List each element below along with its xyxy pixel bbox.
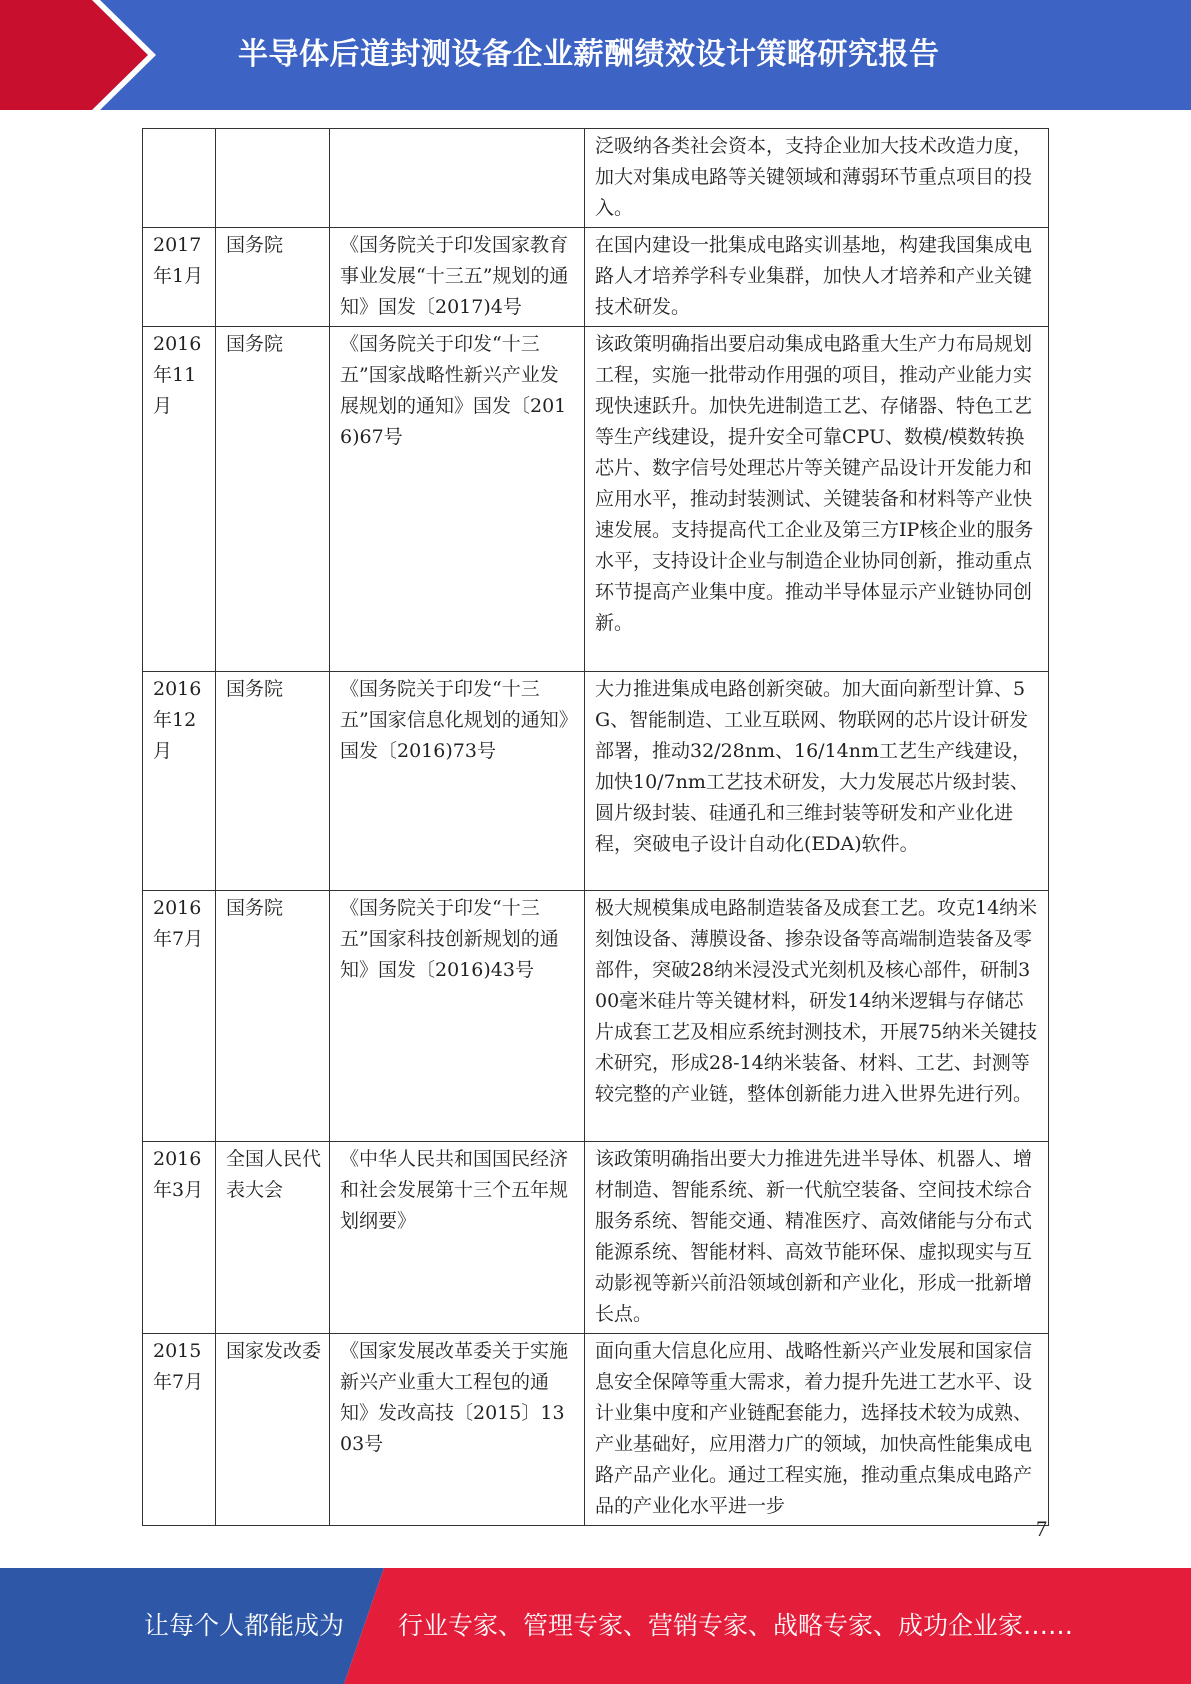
issuer-cell: 国务院 [216,672,330,891]
content-cell: 在国内建设一批集成电路实训基地，构建我国集成电路人才培养学科专业集群，加快人才培养和产业关键技术研发。 [585,228,1049,327]
content-cell: 极大规模集成电路制造装备及成套工艺。攻克14纳米刻蚀设备、薄膜设备、掺杂设备等高端制造装备及零部件，突破28纳米浸没式光刻机及核心部件，研制300毫米硅片等关键材料，研发14纳米逻辑与存储芯片成套工艺及相应系统封测技术，开展75纳米关键技术研究，形成28-14纳米装备、材料、工艺、封测等较完整的产业链，整体创新能力进入世界先进行列。 [585,891,1049,1142]
date-cell: 2015年7月 [143,1334,216,1526]
issuer-cell: 国务院 [216,327,330,672]
table-row [143,891,1049,1142]
content-cell: 该政策明确指出要启动集成电路重大生产力布局规划工程，实施一批带动作用强的项目，推动产业能力实现快速跃升。加快先进制造工艺、存储器、特色工艺等生产线建设，提升安全可靠CPU、数模/模数转换芯片、数字信号处理芯片等关键产品设计开发能力和应用水平，推动封装测试、关键装备和材料等产业快速发展。支持提高代工企业及第三方IP核企业的服务水平，支持设计企业与制造企业协同创新，推动重点环节提高产业集中度。推动半导体显示产业链协同创新。 [585,327,1049,672]
document-cell: 《国务院关于印发“十三五”国家战略性新兴产业发展规划的通知》国发〔2016)67号 [330,327,585,672]
table-row [143,1142,1049,1334]
date-cell: 2016年3月 [143,1142,216,1334]
issuer-cell: 国务院 [216,228,330,327]
date-cell: 2016年11月 [143,327,216,672]
content-cell: 泛吸纳各类社会资本，支持企业加大技术改造力度，加大对集成电路等关键领域和薄弱环节重点项目的投入。 [585,129,1049,228]
table-row [143,129,1049,228]
page-footer [0,1568,1191,1684]
footer-slogan-right: 行业专家、管理专家、营销专家、战略专家、成功企业家…… [398,1611,1074,1640]
document-cell [330,129,585,228]
table-row [143,672,1049,891]
date-cell [143,129,216,228]
content-cell: 面向重大信息化应用、战略性新兴产业发展和国家信息安全保障等重大需求，着力提升先进工艺水平、设计业集中度和产业链配套能力，选择技术较为成熟、产业基础好，应用潜力广的领域，加快高性能集成电路产品产业化。通过工程实施，推动重点集成电路产品的产业化水平进一步 [585,1334,1049,1526]
content-cell: 该政策明确指出要大力推进先进半导体、机器人、增材制造、智能系统、新一代航空装备、空间技术综合服务系统、智能交通、精准医疗、高效储能与分布式能源系统、智能材料、高效节能环保、虚拟现实与互动影视等新兴前沿领域创新和产业化，形成一批新增长点。 [585,1142,1049,1334]
table-row [143,327,1049,672]
date-cell: 2016年7月 [143,891,216,1142]
page-number: 7 [1036,1516,1047,1541]
document-cell: 《中华人民共和国国民经济和社会发展第十三个五年规划纲要》 [330,1142,585,1334]
date-cell: 2017年1月 [143,228,216,327]
policy-table [142,128,1049,1526]
document-cell: 《国务院关于印发国家教育事业发展“十三五”规划的通知》国发〔2017)4号 [330,228,585,327]
content-cell: 大力推进集成电路创新突破。加大面向新型计算、5G、智能制造、工业互联网、物联网的芯片设计研发部署，推动32/28nm、16/14nm工艺生产线建设，加快10/7nm工艺技术研发，大力发展芯片级封装、圆片级封装、硅通孔和三维封装等研发和产业化进程，突破电子设计自动化(EDA)软件。 [585,672,1049,891]
issuer-cell: 国务院 [216,891,330,1142]
issuer-cell: 全国人民代表大会 [216,1142,330,1334]
issuer-cell [216,129,330,228]
page-header [0,0,1191,110]
table-row [143,1334,1049,1526]
document-cell: 《国家发展改革委关于实施新兴产业重大工程包的通知》发改高技〔2015〕1303号 [330,1334,585,1526]
footer-slogan-left: 让每个人都能成为 [144,1611,345,1640]
table-row [143,228,1049,327]
date-cell: 2016年12月 [143,672,216,891]
document-cell: 《国务院关于印发“十三五”国家信息化规划的通知》国发〔2016)73号 [330,672,585,891]
document-cell: 《国务院关于印发“十三五”国家科技创新规划的通知》国发〔2016)43号 [330,891,585,1142]
issuer-cell: 国家发改委 [216,1334,330,1526]
report-title: 半导体后道封测设备企业薪酬绩效设计策略研究报告 [238,37,940,72]
